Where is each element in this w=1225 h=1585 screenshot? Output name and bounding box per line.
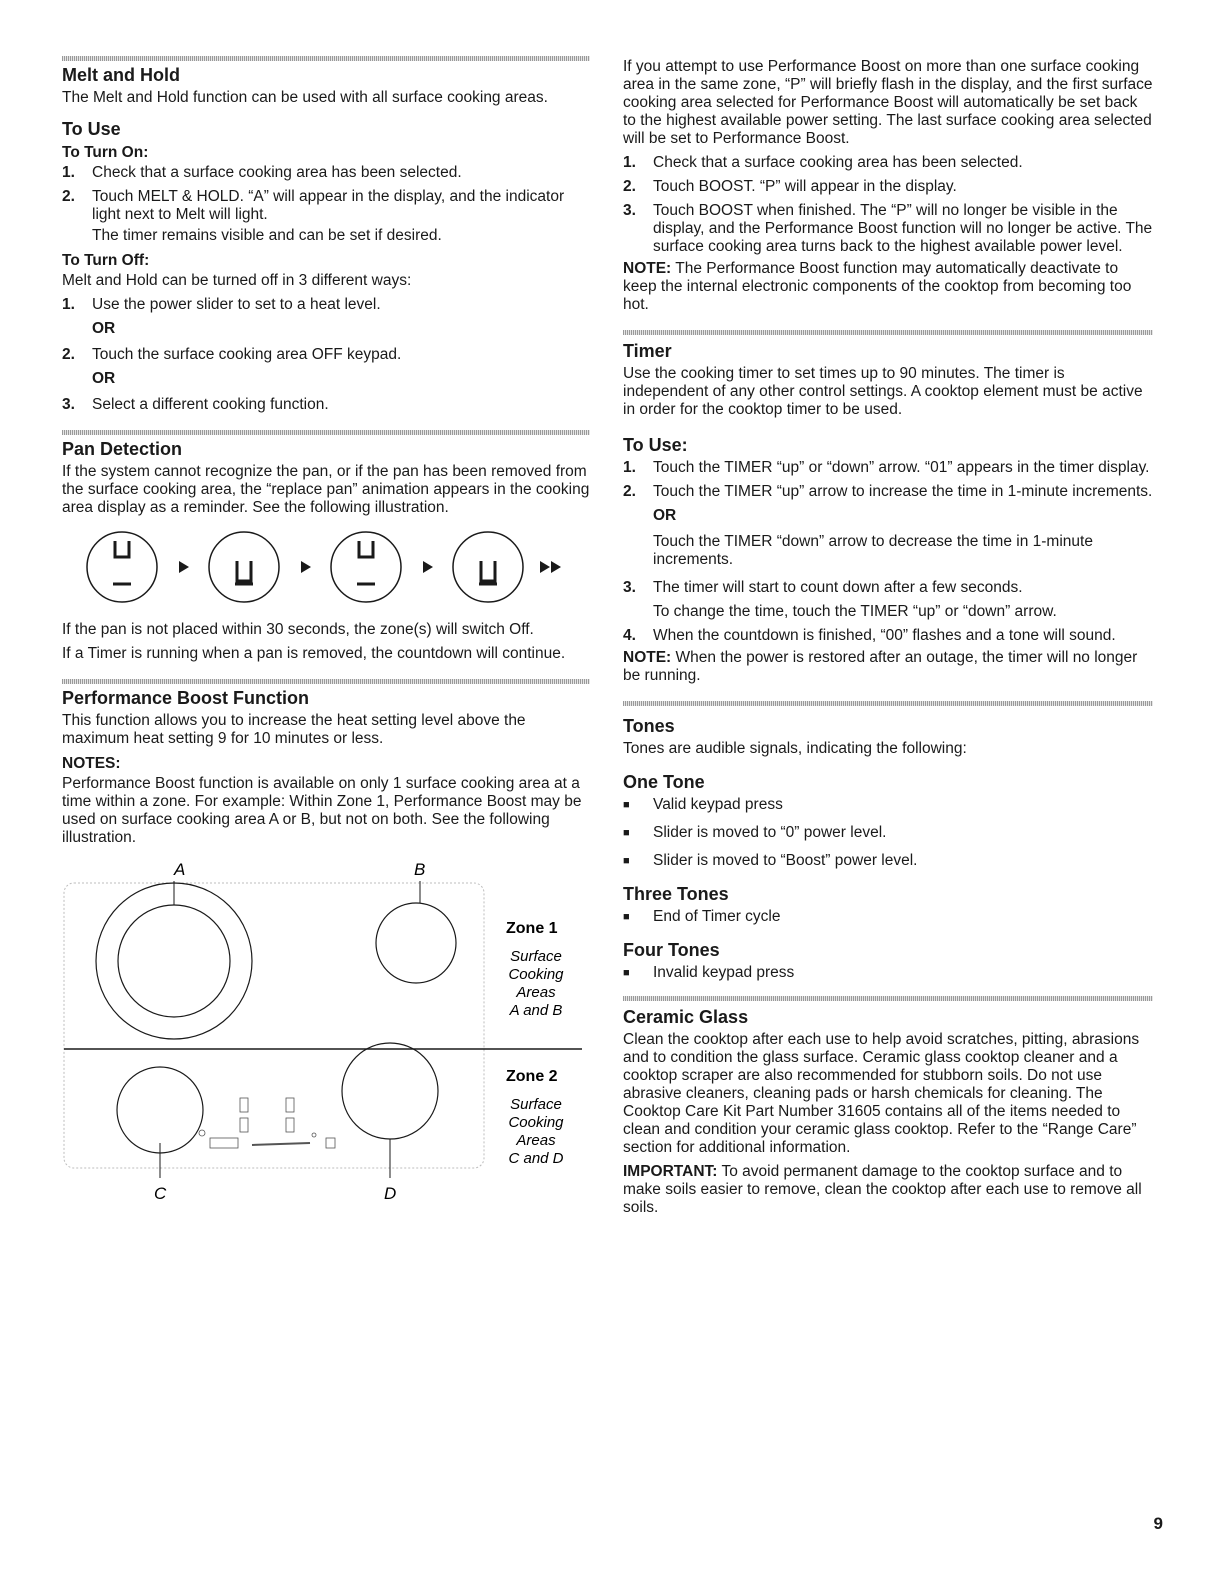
- melt-hold-heading: Melt and Hold: [62, 65, 180, 85]
- zone1-caption: Surface: [510, 948, 562, 965]
- ceramic-glass-text: Clean the cooktop after each use to help avoid scratches, pitting, abrasions and to condition the glass surface. Ceramic glass cooktop cleaner and a cooktop scraper are also recommended for stubborn soils. Do not use abrasive cleaners, cleaning pads or harsh chemicals for cleaning. The Cooktop Care Kit Part Number 31605 contains all of the items needed to clean and condition your ceramic glass cooktop. Refer to the “Range Care” section for additional information.: [623, 1031, 1140, 1156]
- timer-down-text: Touch the TIMER “down” arrow to decrease the time in 1-minute increments.: [653, 533, 1093, 568]
- or-label: OR: [653, 507, 677, 524]
- section-divider: [62, 56, 590, 61]
- notes-text: Performance Boost function is available on only 1 surface cooking area at a time within a zone. For example: Within Zone 1, Performance Boost may be used on surface cooking area A or B, but not on both. See the following illustration.: [62, 775, 582, 846]
- label-b: B: [414, 860, 426, 879]
- pan-detection-heading: Pan Detection: [62, 439, 183, 459]
- one-tone-heading: One Tone: [623, 772, 705, 792]
- zone2-title: Zone 2: [506, 1068, 558, 1085]
- section-divider: [623, 330, 1153, 335]
- four-tones-heading: Four Tones: [623, 940, 720, 960]
- turn-on-heading: To Turn On:: [62, 144, 149, 161]
- label-c: C: [154, 1184, 167, 1203]
- turn-off-intro: Melt and Hold can be turned off in 3 different ways:: [62, 272, 412, 289]
- page-number: 9: [1153, 1514, 1163, 1533]
- cooktop-zone-illustration: [62, 853, 590, 1203]
- list-item: 1. Check that a surface cooking area has been selected.: [62, 164, 462, 181]
- zone2-caption: Surface: [510, 1096, 562, 1113]
- zone2-caption: Cooking: [508, 1114, 564, 1131]
- timer-note: NOTE: When the power is restored after an outage, the timer will no longer be running.: [623, 649, 1138, 684]
- pan-detection-intro: If the system cannot recognize the pan, or if the pan has been removed from the surface cooking area, the “replace pan” animation appears in the cooking area display as a reminder. See the following illustration.: [62, 463, 590, 516]
- list-item: 2. Touch MELT & HOLD. “A” will appear in the display, and the indicator light next to Melt will light.: [62, 188, 565, 223]
- notes-heading: NOTES:: [62, 755, 121, 772]
- tones-intro: Tones are audible signals, indicating the following:: [623, 740, 967, 757]
- list-item: 3. Select a different cooking function.: [62, 396, 329, 413]
- three-tones-heading: Three Tones: [623, 884, 729, 904]
- list-item: 2. Touch the TIMER “up” arrow to increase the time in 1-minute increments.: [623, 483, 1153, 500]
- melt-hold-intro: The Melt and Hold function can be used with all surface cooking areas.: [62, 89, 548, 106]
- timer-visible-note: The timer remains visible and can be set if desired.: [92, 227, 442, 244]
- list-item: ■ End of Timer cycle: [623, 908, 781, 925]
- list-item: 1. Check that a surface cooking area has been selected.: [623, 154, 1023, 171]
- boost-note: NOTE: The Performance Boost function may automatically deactivate to keep the internal electronic components of the cooktop from becoming too hot.: [623, 260, 1132, 313]
- timer-change-text: To change the time, touch the TIMER “up” or “down” arrow.: [653, 603, 1057, 620]
- zone1-caption: A and B: [509, 1002, 563, 1019]
- right-column: [623, 58, 1153, 1223]
- zone2-caption: Areas: [516, 1132, 556, 1149]
- zone1-title: Zone 1: [506, 920, 558, 937]
- section-divider: [623, 701, 1153, 706]
- timer-intro: Use the cooking timer to set times up to 90 minutes. The timer is independent of any other control settings. A cooktop element must be active in order for the cooktop timer to be used.: [623, 365, 1143, 418]
- list-item: ■ Slider is moved to “0” power level.: [623, 824, 887, 841]
- label-d: D: [384, 1184, 397, 1203]
- or-label: OR: [92, 320, 116, 337]
- pan-timeout-text: If the pan is not placed within 30 seconds, the zone(s) will switch Off.: [62, 621, 534, 638]
- section-divider: [62, 430, 590, 435]
- section-divider: [62, 679, 590, 684]
- performance-boost-intro: This function allows you to increase the heat setting level above the maximum heat setting 9 for 10 minutes or less.: [62, 712, 526, 747]
- section-divider: [623, 996, 1153, 1001]
- to-use-heading: To Use: [62, 119, 121, 139]
- list-item: 3. The timer will start to count down after a few seconds.: [623, 579, 1023, 596]
- performance-boost-heading: Performance Boost Function: [62, 688, 310, 708]
- or-label: OR: [92, 370, 116, 387]
- tones-heading: Tones: [623, 716, 675, 736]
- list-item: ■ Invalid keypad press: [623, 964, 795, 981]
- list-item: 1. Touch the TIMER “up” or “down” arrow. “01” appears in the timer display.: [623, 459, 1150, 476]
- important-note: IMPORTANT: To avoid permanent damage to the cooktop surface and to make soils easier to remove, clean the cooktop after each use to remove all soils.: [623, 1163, 1142, 1216]
- zone1-caption: Areas: [516, 984, 556, 1001]
- zone1-caption: Cooking: [508, 966, 564, 983]
- list-item: 4. When the countdown is finished, “00” flashes and a tone will sound.: [623, 627, 1116, 644]
- replace-pan-animation-illustration: [82, 527, 590, 607]
- list-item: 2. Touch the surface cooking area OFF keypad.: [62, 346, 402, 363]
- list-item: ■ Slider is moved to “Boost” power level.: [623, 852, 918, 869]
- label-a: A: [174, 860, 186, 879]
- list-item: 1. Use the power slider to set to a heat level.: [62, 296, 381, 313]
- zone2-caption: C and D: [508, 1150, 564, 1167]
- timer-to-use-heading: To Use:: [623, 435, 688, 455]
- turn-off-heading: To Turn Off:: [62, 252, 150, 269]
- list-item: 3. Touch BOOST when finished. The “P” will no longer be visible in the display, and the Performance Boost function will no longer be active. The surface cooking area turns back to the highest available power level.: [623, 202, 1153, 255]
- boost-multiple-text: If you attempt to use Performance Boost on more than one surface cooking area in the same zone, “P” will briefly flash in the display, and the first surface cooking area selected for Performance Boost will automatically be set back to the highest available power setting. The last surface cooking area selected will be set to Performance Boost.: [623, 58, 1153, 147]
- left-column: [62, 56, 590, 1203]
- ceramic-glass-heading: Ceramic Glass: [623, 1007, 749, 1027]
- pan-timer-text: If a Timer is running when a pan is removed, the countdown will continue.: [62, 645, 566, 662]
- list-item: 2. Touch BOOST. “P” will appear in the display.: [623, 178, 957, 195]
- timer-heading: Timer: [623, 341, 672, 361]
- list-item: ■ Valid keypad press: [623, 796, 783, 813]
